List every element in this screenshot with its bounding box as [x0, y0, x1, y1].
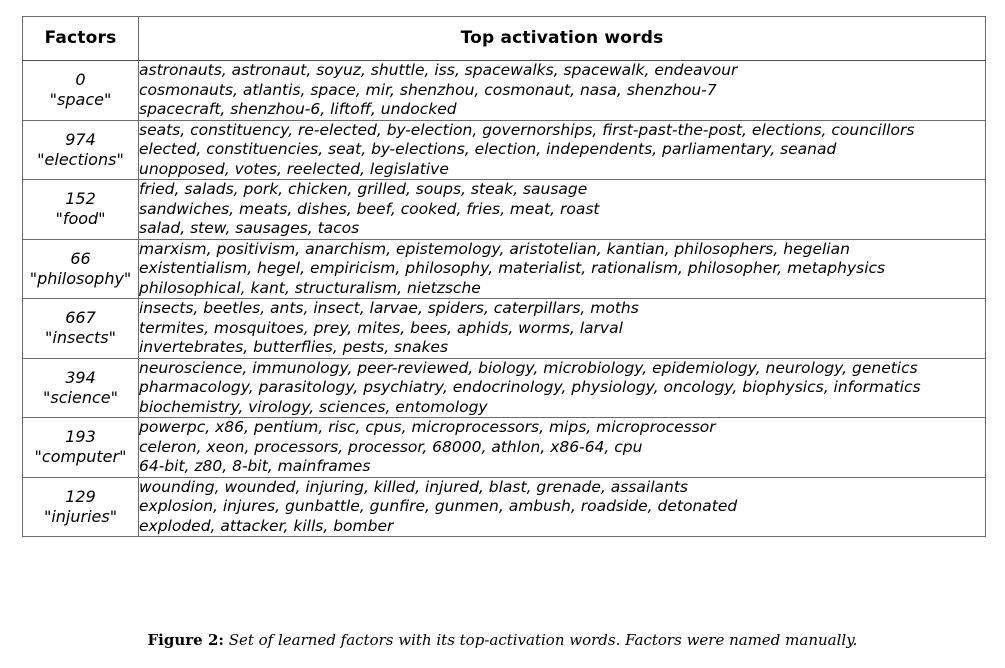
activation-words-line: existentialism, hegel, empiricism, philosophy, materialist, rationalism, philosopher, metaphysics — [139, 259, 886, 277]
column-header-words-label: Top activation words — [460, 28, 664, 48]
factor-name: "elections" — [37, 149, 124, 169]
factor-cell — [23, 358, 139, 418]
table-row — [23, 239, 986, 299]
activation-words-line: insects, beetles, ants, insect, larvae, spiders, caterpillars, moths — [139, 299, 639, 317]
activation-words-line: pharmacology, parasitology, psychiatry, endocrinology, physiology, oncology, biophysics, informatics — [139, 378, 921, 396]
activation-words-cell — [139, 120, 986, 180]
factor-name: "food" — [55, 209, 106, 229]
factor-name: "space" — [49, 90, 112, 110]
table-row — [23, 418, 986, 478]
column-header-factors-label: Factors — [44, 28, 117, 48]
table-row — [23, 299, 986, 359]
factor-name: "philosophy" — [29, 268, 132, 288]
activation-words-line: marxism, positivism, anarchism, epistemology, aristotelian, kantian, philosophers, hegelian — [139, 239, 850, 258]
factor-name: "computer" — [34, 447, 127, 467]
figure-caption-text: Set of learned factors with its top-activation words. Factors were named manually. — [223, 631, 858, 649]
factor-id: 974 — [65, 129, 96, 149]
column-header-factors — [23, 17, 139, 61]
table-header-row — [23, 17, 986, 61]
table-row — [23, 477, 986, 537]
table-row — [23, 120, 986, 180]
factor-cell — [23, 120, 139, 180]
activation-words-line: wounding, wounded, injuring, killed, injured, blast, grenade, assailants — [139, 477, 688, 496]
activation-words-cell — [139, 299, 986, 359]
activation-words-line: unopposed, votes, reelected, legislative — [139, 159, 449, 178]
factor-cell — [23, 180, 139, 240]
factor-cell — [23, 299, 139, 359]
activation-words-cell — [139, 239, 986, 299]
table-row — [23, 180, 986, 240]
table-row — [23, 61, 986, 121]
factor-id: 193 — [65, 427, 96, 447]
activation-words-cell — [139, 358, 986, 418]
factor-name: "science" — [43, 387, 118, 407]
activation-words-line: philosophical, kant, structuralism, nietzsche — [139, 278, 481, 297]
activation-words-line: astronauts, astronaut, soyuz, shuttle, iss, spacewalks, spacewalk, endeavour — [139, 61, 738, 79]
activation-words-line: powerpc, x86, pentium, risc, cpus, microprocessors, mips, microprocessor — [139, 418, 716, 436]
factor-name: "insects" — [45, 328, 116, 348]
activation-words-line: 64-bit, z80, 8-bit, mainframes — [139, 457, 371, 475]
factor-cell — [23, 418, 139, 478]
figure-caption — [0, 630, 1005, 650]
activation-words-line: explosion, injures, gunbattle, gunfire, gunmen, ambush, roadside, detonated — [139, 497, 738, 515]
factors-table — [22, 16, 986, 537]
activation-words-cell — [139, 418, 986, 478]
activation-words-cell — [139, 61, 986, 121]
factors-table-container — [22, 16, 985, 537]
factor-cell — [23, 477, 139, 537]
column-header-words — [139, 17, 986, 61]
activation-words-line: termites, mosquitoes, prey, mites, bees, aphids, worms, larval — [139, 318, 623, 337]
activation-words-line: fried, salads, pork, chicken, grilled, soups, steak, sausage — [139, 180, 588, 198]
factor-name: "injuries" — [43, 506, 118, 526]
factor-id: 394 — [65, 367, 96, 387]
factor-id: 0 — [75, 70, 86, 90]
activation-words-line: spacecraft, shenzhou-6, liftoff, undocked — [139, 100, 457, 118]
activation-words-line: seats, constituency, re-elected, by-election, governorships, first-past-the-post, elections, councillors — [139, 120, 915, 139]
factor-id: 129 — [65, 486, 96, 506]
table-header — [23, 17, 986, 61]
table-row — [23, 358, 986, 418]
activation-words-line: exploded, attacker, kills, bomber — [139, 516, 394, 535]
figure-caption-label: Figure 2: — [147, 631, 224, 649]
factor-id: 667 — [65, 308, 96, 328]
activation-words-line: sandwiches, meats, dishes, beef, cooked, fries, meat, roast — [139, 199, 600, 218]
activation-words-line: neuroscience, immunology, peer-reviewed, biology, microbiology, epidemiology, neurology, genetics — [139, 358, 918, 377]
activation-words-line: cosmonauts, atlantis, space, mir, shenzhou, cosmonaut, nasa, shenzhou-7 — [139, 80, 717, 99]
activation-words-line: invertebrates, butterflies, pests, snakes — [139, 338, 449, 356]
activation-words-line: elected, constituencies, seat, by-elections, election, independents, parliamentary, seanad — [139, 140, 837, 158]
activation-words-cell — [139, 477, 986, 537]
activation-words-line: celeron, xeon, processors, processor, 68000, athlon, x86-64, cpu — [139, 437, 643, 456]
table-body — [23, 61, 986, 537]
factor-id: 66 — [70, 248, 91, 268]
activation-words-cell — [139, 180, 986, 240]
factor-id: 152 — [65, 189, 96, 209]
factor-cell — [23, 239, 139, 299]
factor-cell — [23, 61, 139, 121]
activation-words-line: salad, stew, sausages, tacos — [139, 219, 360, 237]
activation-words-line: biochemistry, virology, sciences, entomology — [139, 397, 488, 416]
